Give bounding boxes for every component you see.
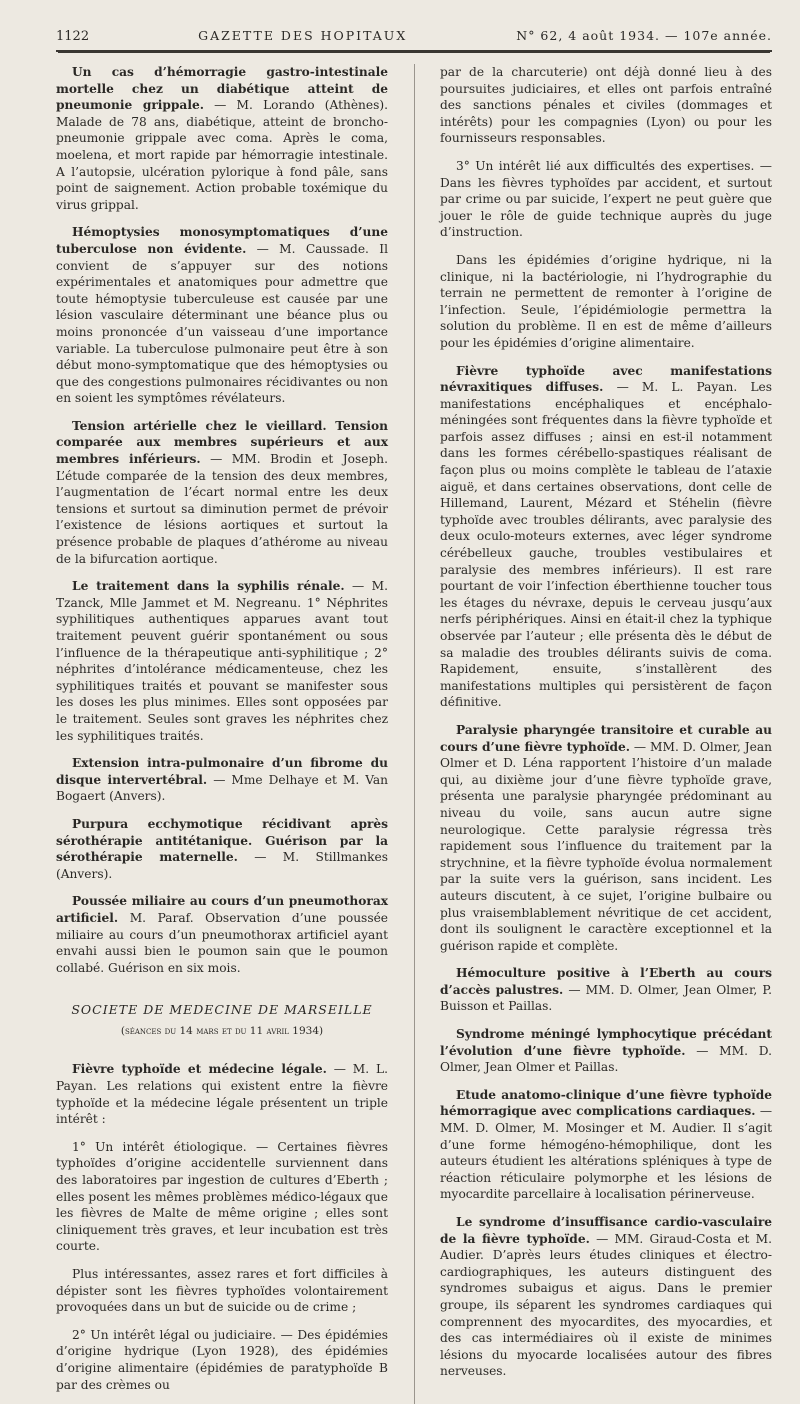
abstract-body: Les manifestations encéphaliques et encéphalo-méningées sont fréquentes dans la fièvre typhoïde et parfois assez diffuses ; ainsi en est-il notamment dans les formes cérébello-spastiques réalisant de façon plus ou moins complète le tableau de l’ataxie aiguë, et dans certaines observations, dont celle de Hillemand, Laurent, Mézard et Stéhelin (fièvre typhoïde avec troubles délirants, avec paralysie des deux oculo-moteurs externes, avec léger syndrome cérébelleux gauche, troubles vestibulaires et paralysie des membres inférieurs). Il est rare pourtant de voir l’infection éberthienne toucher tous les étages du névraxe, depuis le cerveau jusqu’aux nerfs périphériques. Ainsi en était-il chez la typhique observée par l’auteur ; elle présenta dès le début de sa maladie des troubles délirants suivis de coma. Rapidement, ensuite, s’installèrent des manifestations multiples qui persistèrent de façon définitive. bbox=[440, 380, 772, 710]
left-abstracts bbox=[56, 64, 388, 976]
society-title: SOCIETE DE MEDECINE DE MARSEILLE bbox=[71, 1002, 373, 1018]
abstract-title: Tension artérielle chez le vieillard. Tension comparée aux membres supérieurs et aux membres inférieurs. bbox=[56, 418, 388, 467]
abstract-paragraph bbox=[56, 1139, 388, 1255]
abstract-title: Hémoptysies monosymptomatiques d’une tuberculose non évidente. bbox=[56, 225, 388, 256]
abstract-paragraph bbox=[56, 893, 388, 976]
abstract-title: Poussée miliaire au cours d’un pneumothorax artificiel. bbox=[56, 894, 388, 925]
abstract-authors: — M. L. Payan. bbox=[616, 380, 738, 395]
abstract-title: Syndrome méningé lymphocytique précédant l’évolution d’une fièvre typhoïde. bbox=[440, 1027, 772, 1058]
abstract-paragraph bbox=[440, 363, 772, 711]
abstract-paragraph bbox=[440, 158, 772, 241]
abstract-paragraph bbox=[56, 224, 388, 407]
abstract-authors: — M. Lorando (Athènes). bbox=[214, 98, 389, 113]
abstract-paragraph bbox=[56, 1266, 388, 1316]
abstract-authors: — MM. D. Olmer, M. Mosinger et M. Audier. bbox=[440, 1104, 773, 1136]
abstract-authors: — MM. D. Olmer, Jean Olmer et D. Léna bbox=[440, 739, 772, 771]
abstract-authors: — M. L. Payan. bbox=[56, 1062, 388, 1094]
abstract-title: Le traitement dans la syphilis rénale. bbox=[72, 579, 345, 594]
abstract-authors: — MM. D. Olmer, Jean Olmer et Paillas. bbox=[440, 1043, 772, 1075]
right-column bbox=[440, 64, 772, 1404]
abstract-body: D’après leurs études cliniques et électro-cardiographiques, les auteurs distinguent des syndromes subaigus et aigus. Dans le premier groupe, ils séparent les syndromes cardiaques qui comprennent des myocardites, des myocardies, et des cas intermédiaires où il existe de minimes lésions du myocarde localisées autour des fibres nerveuses. bbox=[440, 1248, 772, 1379]
column-divider bbox=[414, 64, 415, 1404]
abstract-title: Purpura ecchymotique récidivant après sérothérapie antitétanique. Guérison par la sérothérapie maternelle. bbox=[56, 816, 388, 865]
abstract-body: 3° Un intérêt lié aux difficultés des expertises. — Dans les fièvres typhoïdes par accident, et surtout par crime ou par suicide, l’expert ne peut guère que jouer le rôle de guide technique auprès du juge d’instruction. bbox=[440, 158, 772, 240]
abstract-title: Fièvre typhoïde avec manifestations névraxitiques diffuses. bbox=[440, 363, 772, 395]
abstract-authors: — Mme Delhaye et M. Van Bogaert (Anvers). bbox=[56, 772, 388, 804]
abstract-body: Il convient de s’appuyer sur des notions expérimentales et anatomiques pour admettre que toute hémoptysie tuberculeuse est causée par une lésion vasculaire déterminant une béance plus ou moins prononcée d’un vaisseau d’une importance variable. La tuberculose pulmonaire peut être à son début mono-symptomatique que des hémoptysies ou que des congestions pulmonaires récidivantes ou non en soient les symptômes révélateurs. bbox=[56, 241, 388, 406]
abstract-paragraph bbox=[56, 1061, 388, 1127]
page-number: 1122 bbox=[56, 29, 90, 44]
abstract-paragraph bbox=[56, 816, 388, 882]
abstract-title: Extension intra-pulmonaire d’un fibrome du disque intervertébral. bbox=[56, 756, 388, 787]
abstract-paragraph bbox=[56, 578, 388, 744]
abstract-body: 2° Un intérêt légal ou judiciaire. — Des épidémies d’origine hydrique (Lyon 1928), des épidémies d’origine alimentaire (épidémies de paratyphoïde B par des crèmes ou bbox=[56, 1327, 388, 1392]
abstract-body: par de la charcuterie) ont déjà donné lieu à des poursuites judiciaires, et elles ont parfois entraîné des sanctions pénales et civiles (dommages et intérêts) pour les compagnies (Lyon) ou pour les fournisseurs responsables. bbox=[440, 65, 772, 146]
abstract-body: Observation d’une poussée miliaire au cours d’un pneumothorax artificiel ayant envahi aussi bien le poumon sain que le poumon collabé. Guérison en six mois. bbox=[56, 910, 388, 975]
left-column bbox=[56, 64, 388, 1404]
abstract-paragraph bbox=[56, 64, 388, 213]
abstract-authors: — M. Caussade. bbox=[256, 241, 369, 256]
abstract-body: Dans les épidémies d’origine hydrique, ni la clinique, ni la bactériologie, ni l’hydrographie du terrain ne permettent de remonter à l’origine de l’infection. Seule, l’épidémiologie permettra la solution du problème. Il en est de même d’ailleurs pour les épidémies d’origine alimentaire. bbox=[440, 252, 772, 350]
abstract-title: Fièvre typhoïde et médecine légale. bbox=[72, 1062, 327, 1077]
abstract-title: Hémoculture positive à l’Eberth au cours d’accès palustres. bbox=[440, 966, 772, 997]
abstract-body: 1° Néphrites syphilitiques authentiques apparues avant tout traitement peuvent guérir spontanément ou sous l’influence de la thérapeutique anti-syphilitique ; 2° néphrites d’intolérance médicamenteuse, chez les syphilitiques traités et pouvant se manifester sous les doses les plus minimes. Elles sont opposées par le traitement. Seules sont graves les néphrites chez les syphilitiques traités. bbox=[56, 595, 388, 743]
abstract-body: Il s’agit d’une forme hémogéno-hémophilique, dont les auteurs étudient les altérations spléniques à type de réaction réticulaire polymorphe et les lésions de myocardite parcellaire à localisation périnerveuse. bbox=[440, 1121, 773, 1202]
abstract-authors: — M. Stillmankes (Anvers). bbox=[56, 850, 388, 881]
left-abstracts-continued bbox=[56, 1061, 388, 1393]
right-abstracts bbox=[440, 64, 772, 1380]
abstract-title: Etude anatomo-clinique d’une fièvre typhoïde hémorragique avec complications cardiaques. bbox=[440, 1087, 772, 1119]
abstract-body: Malade de 78 ans, diabétique, atteint de broncho-pneumonie grippale avec coma. Après le coma, moelena, et mort rapide par hémorragie intestinale. A l’autopsie, ulcération pylorique à fond pâle, sans point de saignement. Action probable toxémique du virus grippal. bbox=[56, 114, 388, 212]
journal-title: GAZETTE DES HOPITAUX bbox=[198, 28, 408, 43]
abstract-paragraph bbox=[440, 1087, 772, 1203]
two-column-body bbox=[56, 64, 772, 1404]
issue-info: N° 62, 4 août 1934. — 107e année. bbox=[516, 28, 772, 43]
abstract-paragraph bbox=[440, 252, 772, 352]
abstract-authors: — M. Tzanck, Mlle Jammet et M. Negreanu. bbox=[56, 579, 388, 610]
abstract-body: Les relations qui existent entre la fièvre typhoïde et la médecine légale présentent un triple intérêt : bbox=[56, 1079, 388, 1127]
abstract-paragraph bbox=[56, 418, 388, 567]
society-sessions: (séances du 14 mars et du 11 avril 1934) bbox=[120, 1024, 324, 1037]
running-header bbox=[56, 28, 772, 52]
abstract-body: 1° Un intérêt étiologique. — Certaines fièvres typhoïdes d’origine accidentelle surviennent dans des laboratoires par ingestion de cultures d’Eberth ; elles posent les mêmes problèmes médico-légaux que les fièvres de Malte de même origine ; elles sont cliniquement très graves, et leur incubation est très courte. bbox=[56, 1139, 388, 1254]
abstract-body: rapportent l’histoire d’un malade qui, au dixième jour d’une fièvre typhoïde grave, présenta une paralysie pharyngée prédominant au niveau du voile, sans aucun autre signe neurologique. Cette paralysie régressa très rapidement sous l’influence du traitement par la strychnine, et la fièvre typhoïde évolua normalement par la suite vers la guérison, sans incident. Les auteurs discutent, à ce sujet, l’origine bulbaire ou plus vraisemblablement névritique de cet accident, dont ils soulignent le caractère exceptionnel et la guérison rapide et complète. bbox=[440, 756, 772, 953]
abstract-paragraph bbox=[56, 1327, 388, 1393]
abstract-body: L’étude comparée de la tension des deux membres, l’augmentation de l’écart normal entre les deux tensions et surtout sa diminution permet de prévoir l’existence de lésions aortiques et surtout la présence probable de plaques d’athérome au niveau de la bifurcation aortique. bbox=[56, 468, 388, 566]
abstract-body: Plus intéressantes, assez rares et fort difficiles à dépister sont les fièvres typhoïdes volontairement provoquées dans un but de suicide ou de crime ; bbox=[56, 1267, 388, 1315]
abstract-paragraph bbox=[56, 755, 388, 805]
abstract-title: Paralysie pharyngée transitoire et curable au cours d’une fièvre typhoïde. bbox=[440, 722, 772, 754]
abstract-authors: — MM. D. Olmer, Jean Olmer, P. Buisson et Paillas. bbox=[440, 982, 772, 1014]
abstract-paragraph bbox=[440, 965, 772, 1015]
abstract-authors: — MM. Giraud-Costa et M. Audier. bbox=[440, 1231, 773, 1263]
abstract-authors: M. Paraf. bbox=[129, 910, 194, 925]
abstract-title: Un cas d’hémorragie gastro-intestinale mortelle chez un diabétique atteint de pneumonie grippale. bbox=[56, 65, 388, 113]
abstract-authors: — MM. Brodin et Joseph. bbox=[210, 452, 389, 467]
abstract-title: Le syndrome d’insuffisance cardio-vasculaire de la fièvre typhoïde. bbox=[440, 1215, 772, 1246]
abstract-paragraph bbox=[440, 1026, 772, 1076]
abstract-paragraph bbox=[440, 722, 772, 954]
abstract-paragraph bbox=[440, 1214, 772, 1380]
abstract-paragraph bbox=[440, 64, 772, 147]
